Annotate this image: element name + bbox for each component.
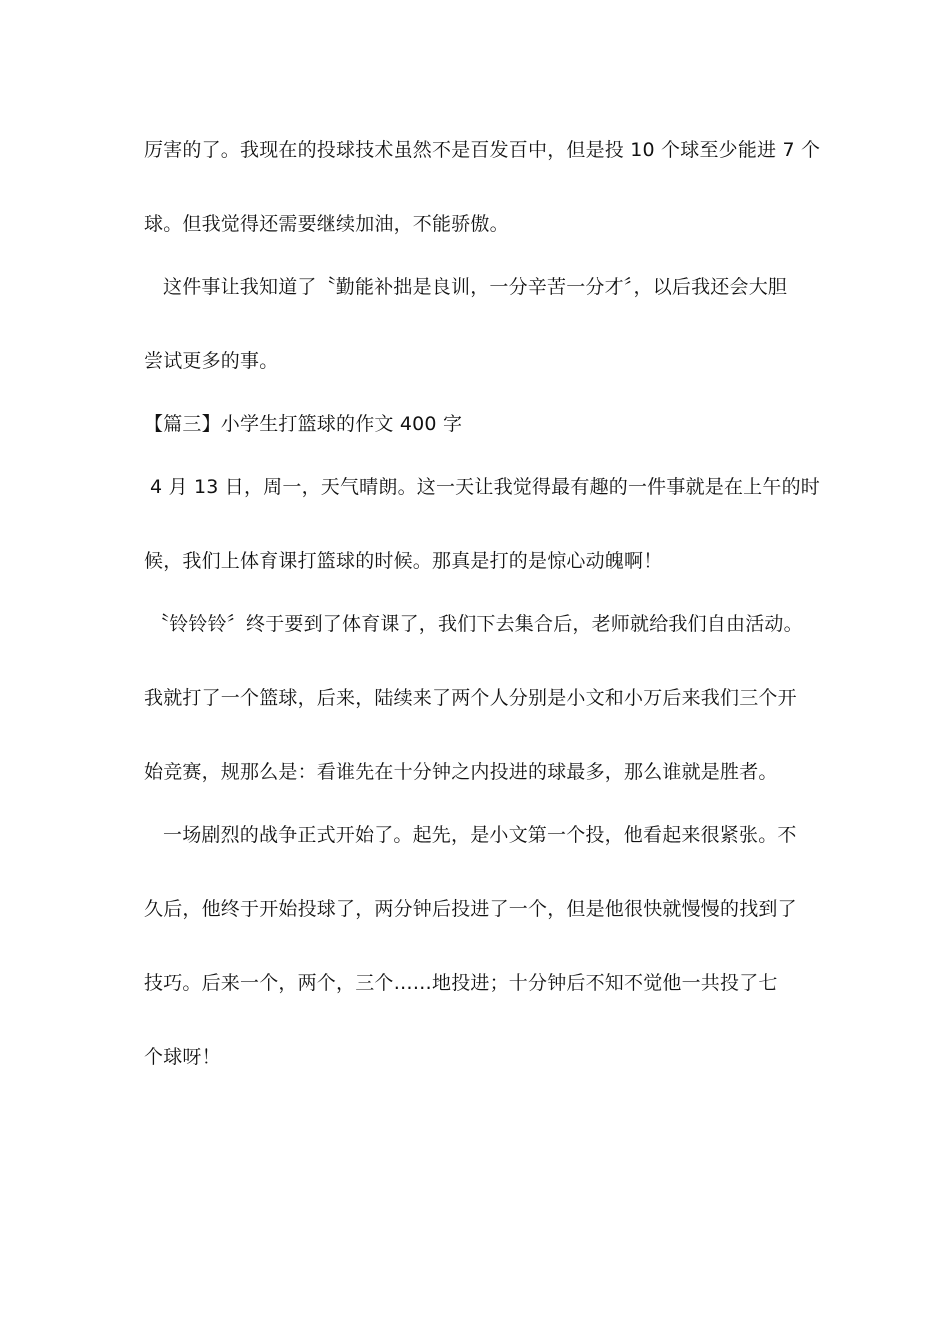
text-line-10: 始竞赛，规那么是：看谁先在十分钟之内投进的球最多，那么谁就是胜者。 bbox=[144, 761, 778, 783]
text-line-13: 技巧。后来一个，两个，三个……地投进；十分钟后不知不觉他一共投了七 bbox=[144, 972, 778, 994]
text-line-9: 我就打了一个篮球，后来，陆续来了两个人分别是小文和小万后来我们三个开 bbox=[144, 687, 797, 709]
text-line-2: 球。但我觉得还需要继续加油，不能骄傲。 bbox=[144, 213, 509, 235]
text-line-7: 候，我们上体育课打篮球的时候。那真是打的是惊心动魄啊！ bbox=[144, 550, 663, 572]
text-line-12: 久后，他终于开始投球了，两分钟后投进了一个，但是他很快就慢慢的找到了 bbox=[144, 898, 797, 920]
text-line-4: 尝试更多的事。 bbox=[144, 350, 279, 372]
text-line-1: 厉害的了。我现在的投球技术虽然不是百发百中，但是投 10 个球至少能进 7 个 bbox=[144, 139, 821, 161]
text-line-14: 个球呀！ bbox=[144, 1046, 221, 1068]
text-line-11: 一场剧烈的战争正式开始了。起先，是小文第一个投，他看起来很紧张。不 bbox=[163, 824, 797, 846]
section-heading: 【篇三】小学生打篮球的作文 400 字 bbox=[144, 413, 463, 435]
text-line-6: 4 月 13 日，周一，天气晴朗。这一天让我觉得最有趣的一件事就是在上午的时 bbox=[150, 476, 820, 498]
text-line-8: 〝铃铃铃〞终于要到了体育课了，我们下去集合后，老师就给我们自由活动。 bbox=[150, 613, 803, 635]
text-line-3: 这件事让我知道了〝勤能补拙是良训，一分辛苦一分才〞，以后我还会大胆 bbox=[163, 276, 788, 298]
